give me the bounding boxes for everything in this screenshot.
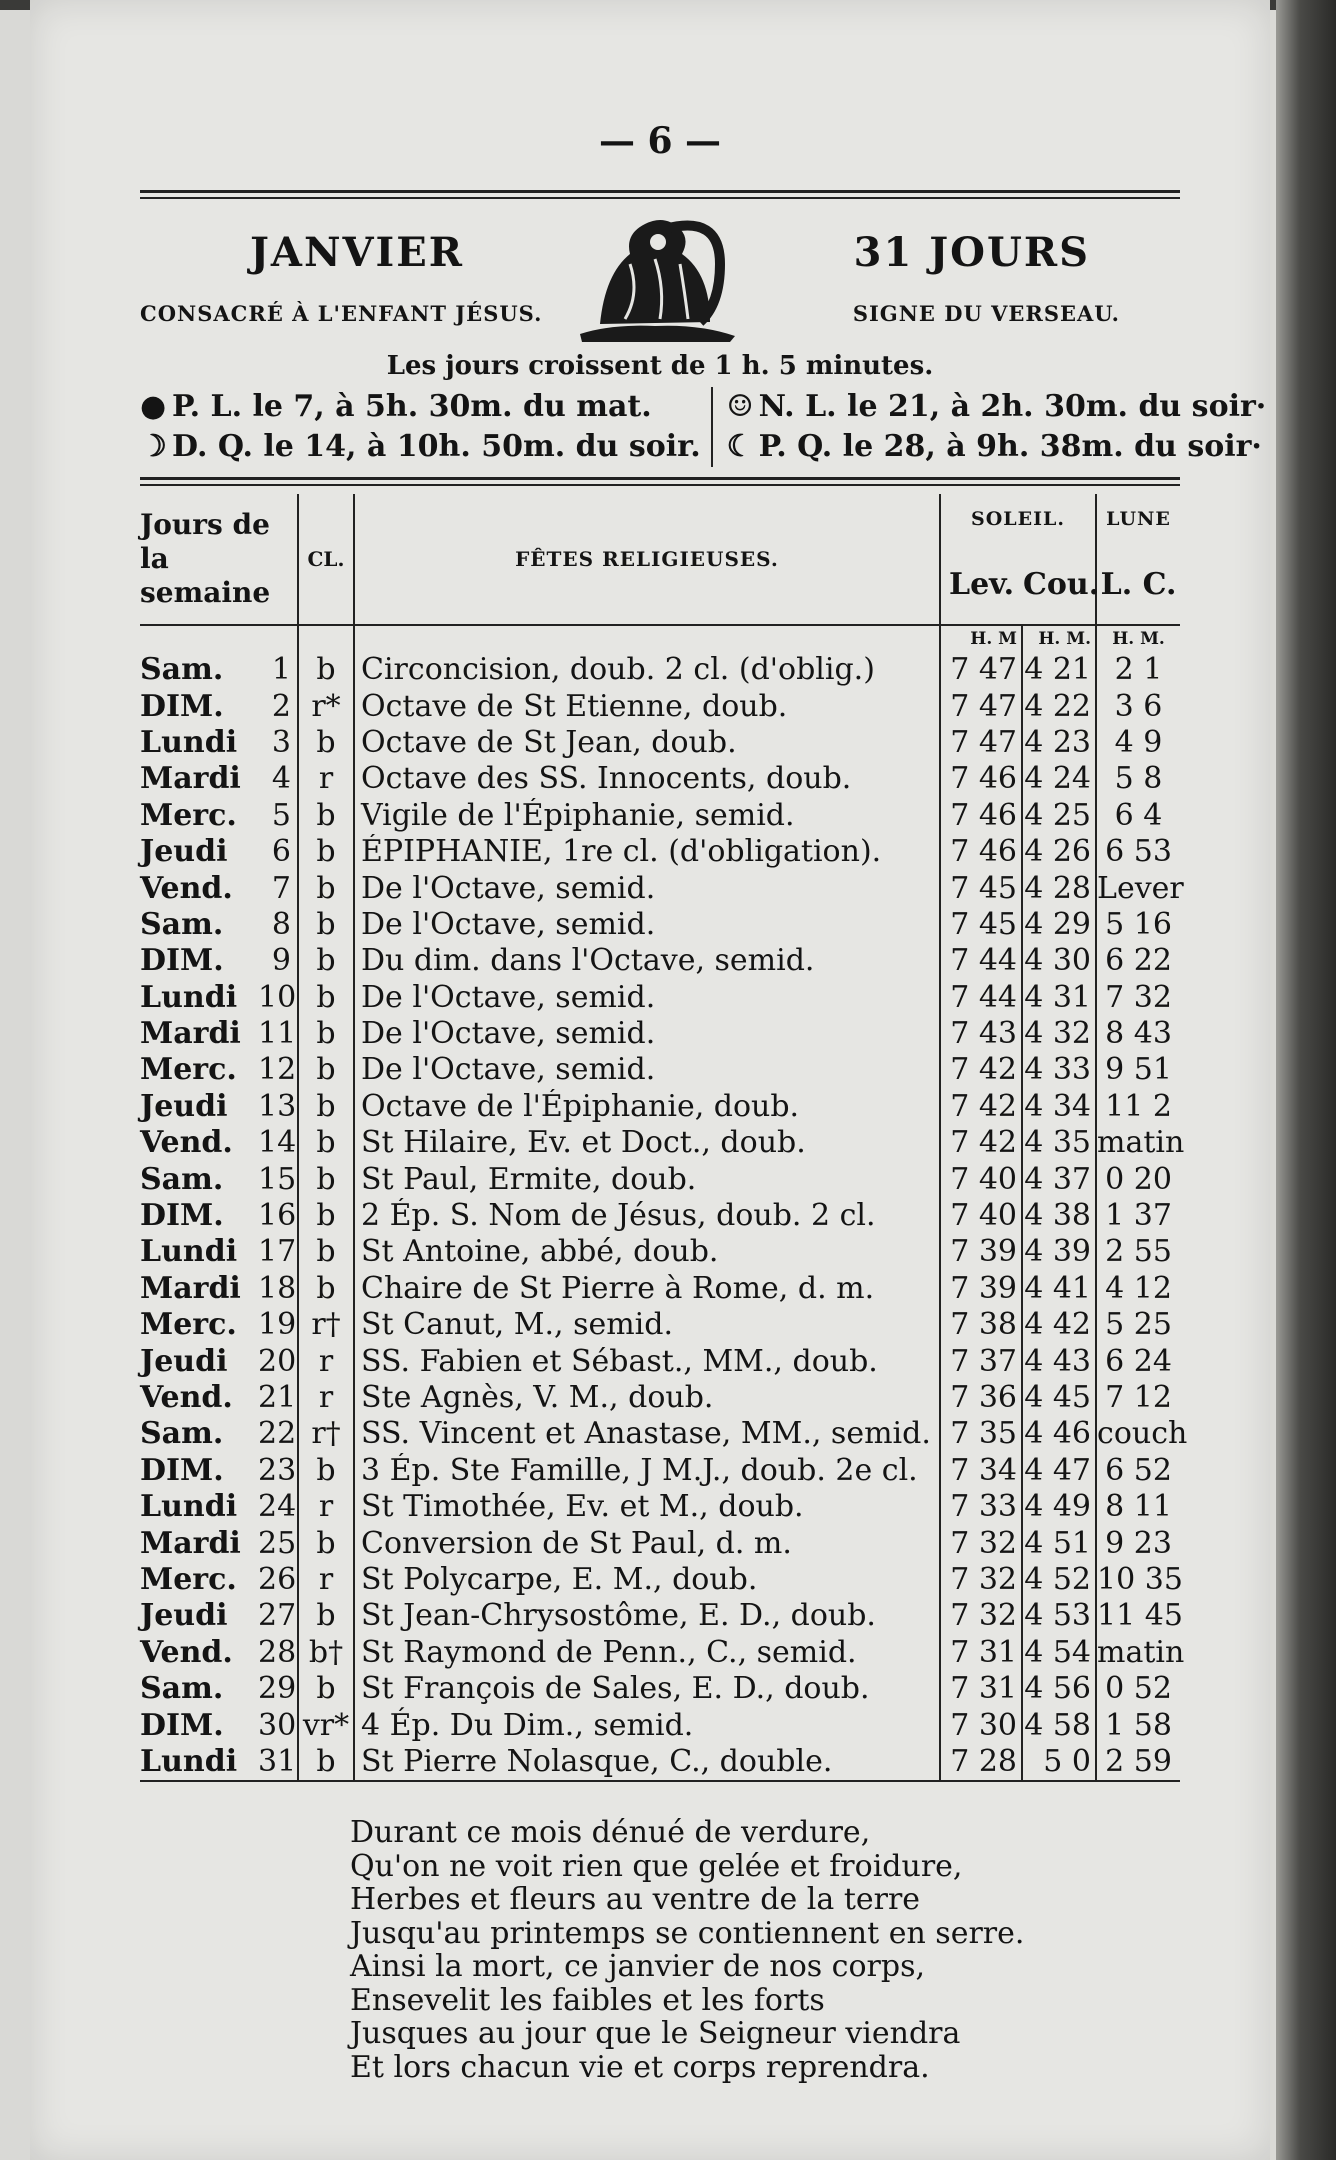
col-header-lune: LUNE (1096, 494, 1180, 545)
day-number: 28 (258, 1634, 297, 1670)
sunrise-time: 7 39 (940, 1271, 1022, 1307)
feast-name: Ste Agnès, V. M., doub. (354, 1380, 940, 1416)
poem-line: Durant ce mois dénué de verdure, (350, 1815, 871, 1851)
calendar-row (140, 834, 1180, 870)
full-moon-line (140, 387, 701, 427)
sunrise-time: 7 42 (940, 1125, 1022, 1161)
last-quarter-icon: ☽ (140, 429, 167, 464)
sunrise-time: 7 47 (940, 652, 1022, 688)
calendar-row (140, 1598, 1180, 1634)
sunrise-time: 7 30 (940, 1707, 1022, 1743)
sunrise-time: 7 46 (940, 798, 1022, 834)
liturgical-color: b (298, 725, 354, 761)
sunset-time: 4 54 (1022, 1635, 1096, 1671)
feast-name: Vigile de l'Épiphanie, semid. (354, 798, 940, 834)
weekday: Sam. (140, 1416, 224, 1452)
day-number: 11 (258, 1016, 297, 1052)
weekday: Lundi (140, 724, 238, 760)
first-quarter-line (727, 427, 1267, 467)
moon-time: 11 45 (1097, 1598, 1183, 1634)
weekday: DIM. (140, 1707, 224, 1743)
phases-rule (140, 477, 1180, 486)
liturgical-color: b (298, 1198, 354, 1234)
weekday: Mardi (140, 761, 241, 797)
sunrise-time: 7 44 (940, 943, 1022, 979)
last-quarter-line (140, 427, 701, 467)
weekday: Sam. (140, 1671, 224, 1707)
sunrise-time: 7 32 (940, 1598, 1022, 1634)
weekday: Mardi (140, 1525, 241, 1561)
moon-time: 1 37 (1096, 1198, 1180, 1234)
day-number: 30 (258, 1707, 297, 1743)
feast-name: St Antoine, abbé, doub. (354, 1234, 940, 1270)
calendar-row (140, 1707, 1180, 1743)
day-number: 25 (258, 1525, 297, 1561)
liturgical-color: b (298, 870, 354, 906)
moon-time: 2 1 (1096, 652, 1180, 688)
new-moon-icon: ☺ (726, 389, 754, 424)
sunrise-time: 7 32 (940, 1525, 1022, 1561)
moon-time: 11 2 (1096, 1089, 1180, 1125)
sunset-time: 4 47 (1022, 1453, 1096, 1489)
weekday: Sam. (140, 1161, 224, 1197)
calendar-row (140, 1453, 1180, 1489)
moon-time: 0 52 (1096, 1671, 1180, 1707)
moon-time: 3 6 (1096, 688, 1180, 724)
feast-name: De l'Octave, semid. (354, 1016, 940, 1052)
liturgical-color: b (298, 1125, 354, 1161)
day-number: 13 (258, 1088, 297, 1124)
weekday: Mardi (140, 1016, 241, 1052)
liturgical-color: b (298, 652, 354, 688)
moon-time: 6 22 (1096, 943, 1180, 979)
weekday: Vend. (140, 1125, 233, 1161)
liturgical-color: r (298, 761, 354, 797)
first-quarter-icon: ☾ (726, 429, 754, 464)
moon-time: matin (1097, 1125, 1185, 1161)
sunset-time: 4 35 (1022, 1125, 1096, 1161)
weekday: DIM. (140, 1198, 224, 1234)
day-number: 29 (258, 1671, 297, 1707)
liturgical-color: b (298, 798, 354, 834)
weekday: Mardi (140, 1270, 241, 1306)
feast-name: Du dim. dans l'Octave, semid. (354, 943, 940, 979)
day-number: 26 (258, 1561, 297, 1597)
liturgical-color: b (298, 1525, 354, 1561)
aquarius-figure-icon (570, 204, 740, 344)
moon-time: couch (1097, 1416, 1188, 1452)
sunset-time: 4 30 (1022, 943, 1096, 979)
sunrise-time: 7 28 (940, 1744, 1022, 1781)
sunrise-time: 7 32 (940, 1562, 1022, 1598)
sunset-time: 4 51 (1022, 1525, 1096, 1561)
sunrise-time: 7 47 (940, 688, 1022, 724)
page-number: — 6 — (598, 120, 722, 162)
sunset-time: 4 21 (1022, 652, 1096, 688)
sunrise-time: 7 33 (940, 1489, 1022, 1525)
poem-line: Jusqu'au printemps se contiennent en serre. (350, 1915, 1025, 1951)
poem-line: Jusques au jour que le Seigneur viendra (350, 2016, 961, 2052)
last-quarter-text: D. Q. le 14, à 10h. 50m. du soir. (172, 429, 701, 464)
sunrise-time: 7 31 (940, 1671, 1022, 1707)
sunrise-time: 7 42 (940, 1052, 1022, 1088)
feast-name: De l'Octave, semid. (354, 907, 940, 943)
weekday: Lundi (140, 1234, 238, 1270)
feast-name: St Jean-Chrysostôme, E. D., doub. (354, 1598, 940, 1634)
feast-name: St Polycarpe, E. M., doub. (354, 1562, 940, 1598)
moon-time: 4 9 (1096, 725, 1180, 761)
moon-time: 9 23 (1096, 1525, 1180, 1561)
weekday: Sam. (140, 906, 224, 942)
day-number: 1 (271, 652, 291, 688)
moon-time: 6 24 (1096, 1343, 1180, 1379)
sunset-time: 4 29 (1022, 907, 1096, 943)
sunrise-time: 7 45 (940, 907, 1022, 943)
header-rule (140, 190, 1180, 199)
unit-hm-lev: H. M (940, 625, 1022, 652)
moon-time: 5 8 (1096, 761, 1180, 797)
feast-name: St Paul, Ermite, doub. (354, 1161, 940, 1197)
calendar-row (140, 1489, 1180, 1525)
day-number: 10 (258, 979, 297, 1015)
feast-name: De l'Octave, semid. (354, 870, 940, 906)
moon-time: 8 11 (1096, 1489, 1180, 1525)
col-header-jours: Jours de la semaine (140, 508, 271, 609)
feast-name: Circoncision, doub. 2 cl. (d'oblig.) (354, 652, 940, 688)
weekday: Sam. (140, 652, 224, 688)
sunrise-time: 7 46 (940, 761, 1022, 797)
liturgical-color: b (298, 1671, 354, 1707)
sunrise-time: 7 37 (940, 1343, 1022, 1379)
calendar-row (140, 1271, 1180, 1307)
weekday: Vend. (140, 1634, 233, 1670)
feast-name: 2 Ép. S. Nom de Jésus, doub. 2 cl. (354, 1198, 940, 1234)
day-number: 8 (271, 906, 291, 942)
full-moon-icon: ● (140, 389, 167, 424)
day-number: 16 (258, 1198, 297, 1234)
weekday: Lundi (140, 979, 238, 1015)
sunset-time: 4 28 (1022, 870, 1096, 906)
moon-time: 6 53 (1096, 834, 1180, 870)
day-number: 2 (271, 688, 291, 724)
sunset-time: 4 39 (1022, 1234, 1096, 1270)
calendar-row (140, 1016, 1180, 1052)
liturgical-color: b (298, 1052, 354, 1088)
days-count: 31 JOURS (853, 229, 1090, 276)
liturgical-color: r (298, 1489, 354, 1525)
feast-name: 4 Ép. Du Dim., semid. (354, 1707, 940, 1743)
sunset-time: 4 45 (1022, 1380, 1096, 1416)
feast-name: St Timothée, Ev. et M., doub. (354, 1489, 940, 1525)
moon-time: 10 35 (1097, 1561, 1183, 1597)
liturgical-color: b (298, 1234, 354, 1270)
feast-name: St Raymond de Penn., C., semid. (354, 1635, 940, 1671)
day-number: 22 (258, 1416, 297, 1452)
moon-phases (140, 387, 1267, 467)
sunset-time: 4 32 (1022, 1016, 1096, 1052)
sunset-time: 4 42 (1022, 1307, 1096, 1343)
liturgical-color: b (298, 1271, 354, 1307)
moon-time: 5 16 (1096, 907, 1180, 943)
page-content (140, 120, 1267, 2085)
calendar-row (140, 1671, 1180, 1707)
feast-name: 3 Ép. Ste Famille, J M.J., doub. 2e cl. (354, 1453, 940, 1489)
col-header-soleil: SOLEIL. (940, 494, 1096, 545)
day-number: 17 (258, 1234, 297, 1270)
sunrise-time: 7 40 (940, 1161, 1022, 1197)
liturgical-color: r† (298, 1307, 354, 1343)
moon-time: 2 55 (1096, 1234, 1180, 1270)
calendar-row (140, 761, 1180, 797)
day-number: 9 (271, 943, 291, 979)
sunset-time: 4 24 (1022, 761, 1096, 797)
poem-line: Ainsi la mort, ce janvier de nos corps, (350, 1949, 926, 1985)
sunset-time: 4 43 (1022, 1343, 1096, 1379)
feast-name: St Canut, M., semid. (354, 1307, 940, 1343)
moon-phases-right (713, 387, 1267, 467)
weekday: Lundi (140, 1743, 238, 1779)
weekday: Lundi (140, 1489, 238, 1525)
sunset-time: 4 38 (1022, 1198, 1096, 1234)
weekday: Merc. (140, 1307, 237, 1343)
calendar-row (140, 1416, 1180, 1452)
liturgical-color: b† (298, 1635, 354, 1671)
sunrise-time: 7 42 (940, 1089, 1022, 1125)
moon-time: 2 59 (1096, 1744, 1180, 1781)
day-number: 27 (258, 1598, 297, 1634)
month-header (140, 199, 1180, 349)
feast-name: SS. Vincent et Anastase, MM., semid. (354, 1416, 940, 1452)
feast-name: Octave de l'Épiphanie, doub. (354, 1089, 940, 1125)
feast-name: Octave des SS. Innocents, doub. (354, 761, 940, 797)
feast-name: Octave de St Jean, doub. (354, 725, 940, 761)
feast-name: ÉPIPHANIE, 1re cl. (d'obligation). (354, 834, 940, 870)
feast-name: Chaire de St Pierre à Rome, d. m. (354, 1271, 940, 1307)
liturgical-color: b (298, 1016, 354, 1052)
feast-name: Conversion de St Paul, d. m. (354, 1525, 940, 1561)
zodiac-sign-text: SIGNE DU VERSEAU. (852, 301, 1120, 326)
calendar-row (140, 725, 1180, 761)
liturgical-color: b (298, 834, 354, 870)
moon-time: 0 20 (1096, 1161, 1180, 1197)
day-number: 15 (258, 1161, 297, 1197)
liturgical-color: b (298, 1744, 354, 1781)
liturgical-color: r† (298, 1416, 354, 1452)
moon-time: 9 51 (1096, 1052, 1180, 1088)
sunrise-time: 7 46 (940, 834, 1022, 870)
calendar-row (140, 1525, 1180, 1561)
calendar-row (140, 1635, 1180, 1671)
daylight-gain-text: Les jours croissent de 1 h. 5 minutes. (386, 351, 934, 381)
weekday: Jeudi (140, 834, 228, 870)
unit-hm-cou: H. M. (1022, 625, 1096, 652)
sunrise-time: 7 35 (940, 1416, 1022, 1452)
liturgical-color: r (298, 1380, 354, 1416)
moon-phases-left (140, 387, 713, 467)
sunrise-time: 7 34 (940, 1453, 1022, 1489)
calendar-row (140, 1234, 1180, 1270)
sunset-time: 4 37 (1022, 1161, 1096, 1197)
moon-time: 8 43 (1096, 1016, 1180, 1052)
weekday: DIM. (140, 943, 224, 979)
moon-time: 7 12 (1096, 1380, 1180, 1416)
weekday: Vend. (140, 1380, 233, 1415)
feast-name: St Hilaire, Ev. et Doct., doub. (354, 1125, 940, 1161)
sunrise-time: 7 39 (940, 1234, 1022, 1270)
feast-name: St Pierre Nolasque, C., double. (354, 1744, 940, 1781)
sunrise-time: 7 31 (940, 1635, 1022, 1671)
calendar-row (140, 943, 1180, 979)
calendar-table (140, 494, 1188, 1786)
sunset-time: 4 26 (1022, 834, 1096, 870)
new-moon-line (727, 387, 1267, 427)
calendar-row (140, 1744, 1180, 1781)
calendar-row (140, 652, 1180, 688)
sunrise-time: 7 45 (940, 870, 1022, 906)
calendar-row (140, 1307, 1180, 1343)
calendar-row (140, 1343, 1180, 1379)
feast-name: De l'Octave, semid. (354, 1052, 940, 1088)
month-title: JANVIER (250, 229, 464, 276)
calendar-body (140, 652, 1188, 1781)
calendar-row (140, 688, 1180, 724)
poem (350, 1816, 1180, 2084)
sunrise-time: 7 40 (940, 1198, 1022, 1234)
feast-name: SS. Fabien et Sébast., MM., doub. (354, 1343, 940, 1379)
calendar-header (140, 494, 1180, 652)
liturgical-color: b (298, 980, 354, 1016)
sunset-time: 4 34 (1022, 1089, 1096, 1125)
sunset-time: 4 53 (1022, 1598, 1096, 1634)
feast-name: Octave de St Etienne, doub. (354, 688, 940, 724)
calendar-row (140, 870, 1180, 906)
sunrise-time: 7 44 (940, 980, 1022, 1016)
sunset-time: 4 58 (1022, 1707, 1096, 1743)
day-number: 21 (258, 1380, 297, 1415)
day-number: 31 (258, 1743, 297, 1779)
liturgical-color: b (298, 1598, 354, 1634)
poem-line: Ensevelit les faibles et les forts (350, 1982, 825, 2018)
sunset-time: 4 52 (1022, 1562, 1096, 1598)
col-header-cl: CL. (298, 494, 354, 625)
liturgical-color: r (298, 1562, 354, 1598)
unit-hm-lune: H. M. (1096, 625, 1180, 652)
day-number: 23 (258, 1452, 297, 1488)
calendar-row (140, 1089, 1180, 1125)
poem-line: Et lors chacun vie et corps reprendra. (350, 2049, 930, 2085)
full-moon-text: P. L. le 7, à 5h. 30m. du mat. (172, 389, 652, 424)
day-number: 12 (258, 1052, 297, 1088)
day-number: 7 (271, 870, 291, 906)
feast-name: De l'Octave, semid. (354, 980, 940, 1016)
feast-name: St François de Sales, E. D., doub. (354, 1671, 940, 1707)
poem-line: Herbes et fleurs au ventre de la terre (350, 1882, 921, 1918)
sunset-time: 4 56 (1022, 1671, 1096, 1707)
liturgical-color: b (298, 943, 354, 979)
day-number: 19 (258, 1307, 297, 1343)
moon-time: 7 32 (1096, 980, 1180, 1016)
weekday: Merc. (140, 1052, 237, 1088)
calendar-row (140, 1198, 1180, 1234)
sunset-time: 5 0 (1022, 1744, 1096, 1781)
liturgical-color: r* (298, 688, 354, 724)
calendar-row (140, 1380, 1180, 1416)
moon-time: Lever (1097, 870, 1184, 906)
sunset-time: 4 33 (1022, 1052, 1096, 1088)
weekday: Merc. (140, 797, 237, 833)
liturgical-color: b (298, 1089, 354, 1125)
day-number: 14 (258, 1125, 297, 1161)
weekday: Merc. (140, 1561, 237, 1597)
col-header-lc: L. C. (1096, 545, 1180, 625)
sunrise-time: 7 47 (940, 725, 1022, 761)
almanac-page (30, 0, 1270, 2160)
liturgical-color: b (298, 1453, 354, 1489)
calendar-row (140, 798, 1180, 834)
day-number: 24 (258, 1489, 297, 1525)
sunrise-time: 7 43 (940, 1016, 1022, 1052)
moon-time: 6 52 (1096, 1453, 1180, 1489)
day-number: 4 (271, 761, 291, 797)
sunset-time: 4 25 (1022, 798, 1096, 834)
consecration-text: CONSACRÉ À L'ENFANT JÉSUS. (140, 301, 543, 326)
calendar-row (140, 1161, 1180, 1197)
calendar-row (140, 1562, 1180, 1598)
col-header-lev: Lev. (940, 545, 1022, 625)
sunset-time: 4 22 (1022, 688, 1096, 724)
moon-time: 6 4 (1096, 798, 1180, 834)
sunset-time: 4 23 (1022, 725, 1096, 761)
page-binding-edge (1276, 0, 1336, 2160)
liturgical-color: b (298, 1161, 354, 1197)
weekday: Jeudi (140, 1088, 228, 1124)
sunrise-time: 7 38 (940, 1307, 1022, 1343)
moon-time: 4 12 (1096, 1271, 1180, 1307)
weekday: Vend. (140, 870, 233, 906)
weekday: DIM. (140, 688, 224, 724)
sunrise-time: 7 36 (940, 1380, 1022, 1416)
liturgical-color: r (298, 1343, 354, 1379)
moon-time: 5 25 (1096, 1307, 1180, 1343)
weekday: Jeudi (140, 1343, 228, 1379)
moon-time: matin (1097, 1634, 1185, 1670)
first-quarter-text: P. Q. le 28, à 9h. 38m. du soir· (758, 429, 1262, 464)
calendar-row (140, 1125, 1180, 1161)
day-number: 5 (271, 797, 291, 833)
sunset-time: 4 49 (1022, 1489, 1096, 1525)
calendar-row (140, 907, 1180, 943)
sunset-time: 4 31 (1022, 980, 1096, 1016)
weekday: Jeudi (140, 1598, 228, 1634)
liturgical-color: vr* (298, 1707, 354, 1743)
moon-time: 1 58 (1096, 1707, 1180, 1743)
day-number: 20 (258, 1343, 297, 1379)
col-header-fetes: FÊTES RELIGIEUSES. (354, 494, 940, 625)
day-number: 6 (271, 834, 291, 870)
col-header-cou: Cou. (1023, 566, 1100, 602)
sunset-time: 4 41 (1022, 1271, 1096, 1307)
day-number: 18 (258, 1270, 297, 1306)
new-moon-text: N. L. le 21, à 2h. 30m. du soir· (758, 389, 1267, 424)
weekday: DIM. (140, 1452, 224, 1488)
sunset-time: 4 46 (1022, 1416, 1096, 1452)
poem-line: Qu'on ne voit rien que gelée et froidure, (350, 1848, 963, 1884)
calendar-row (140, 1052, 1180, 1088)
liturgical-color: b (298, 907, 354, 943)
calendar-row (140, 980, 1180, 1016)
day-number: 3 (271, 724, 291, 760)
